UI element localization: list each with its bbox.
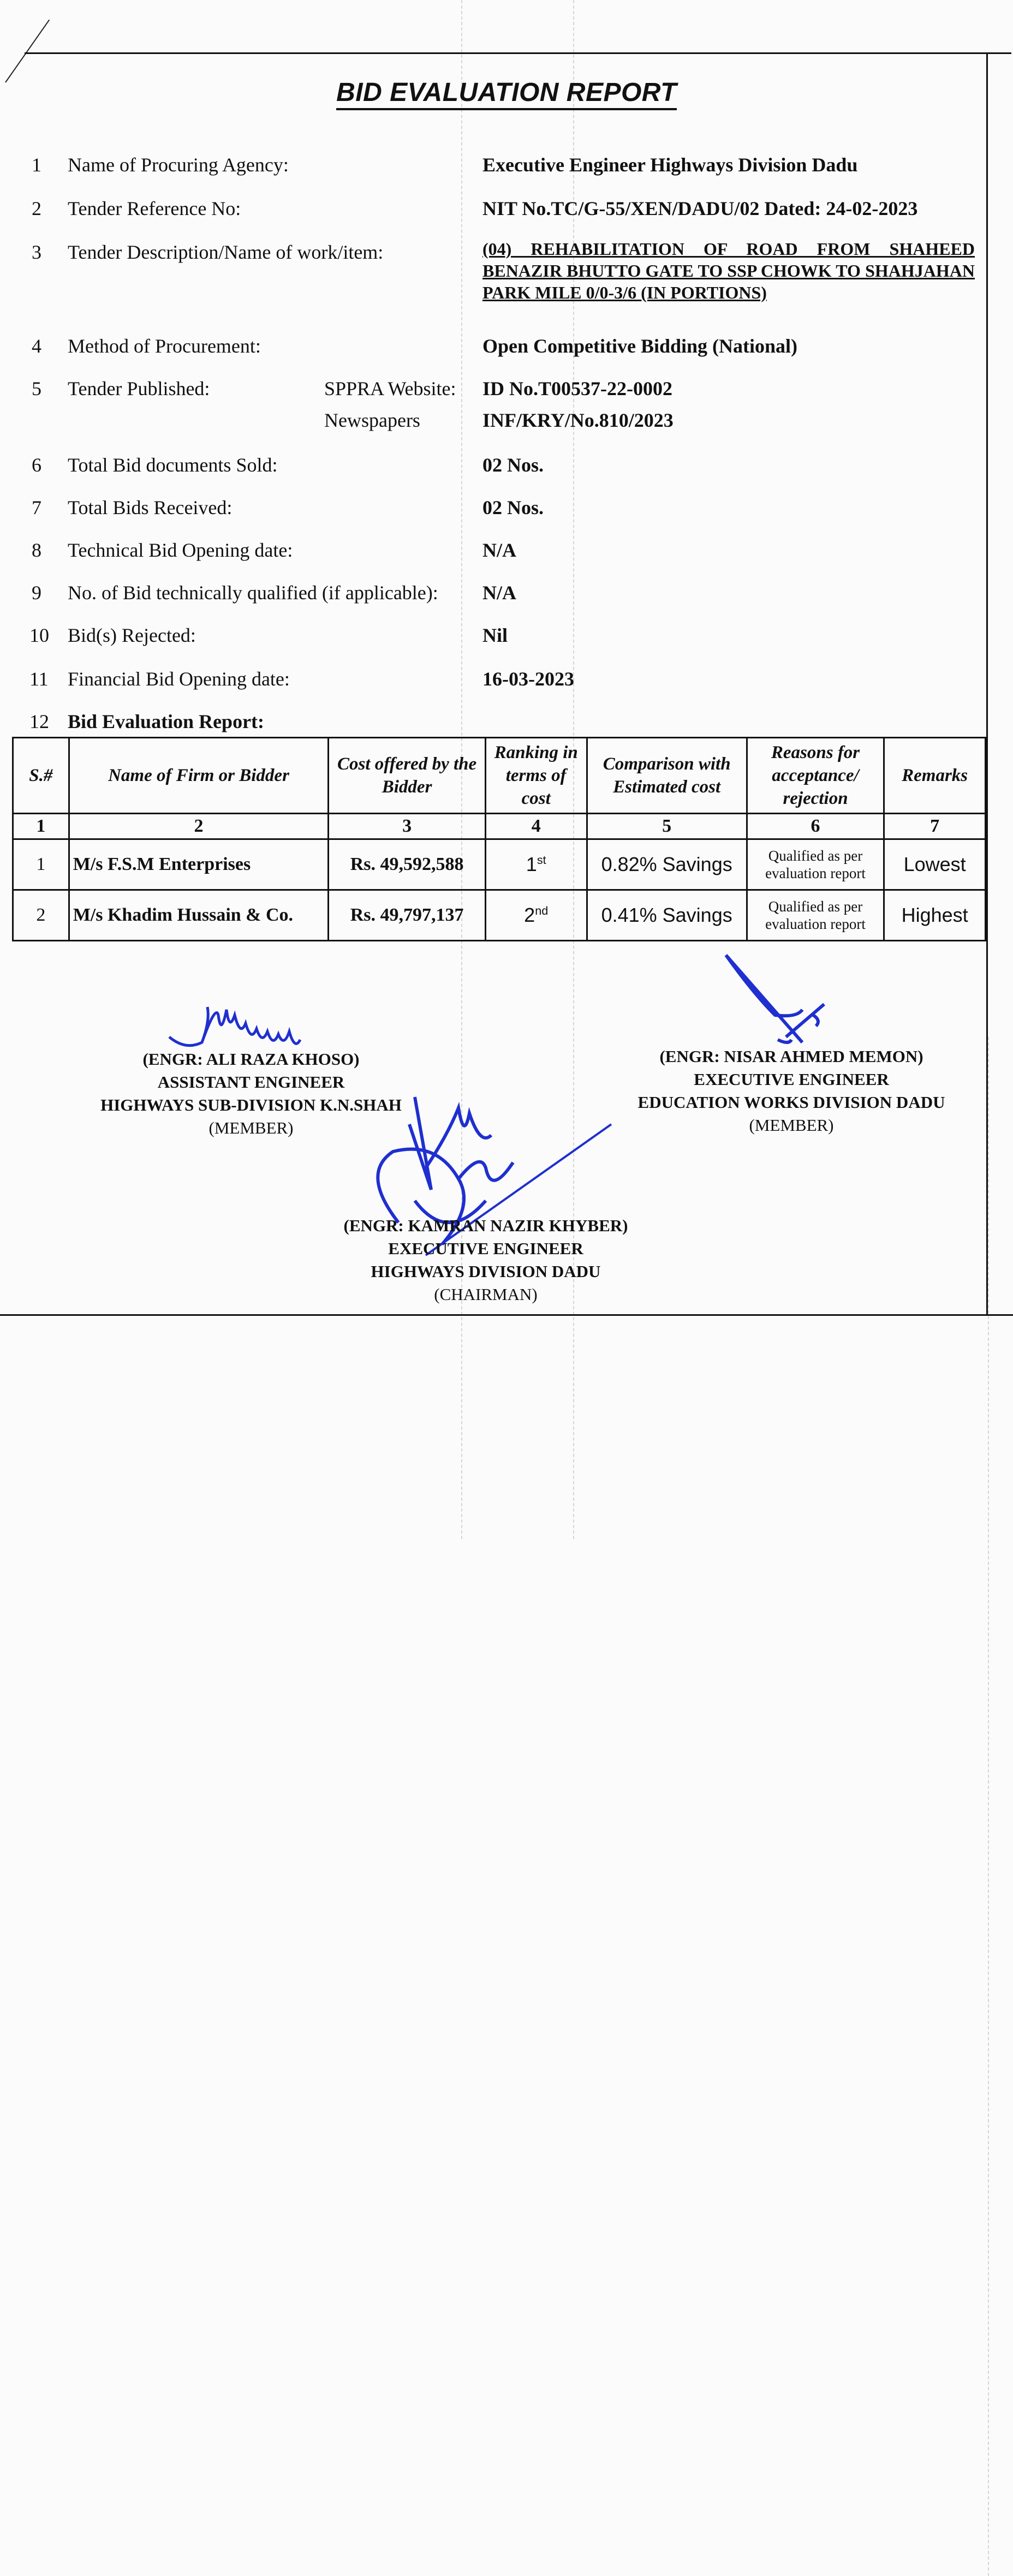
field-value: Open Competitive Bidding (National) — [482, 335, 798, 357]
remarks: Lowest — [884, 839, 986, 890]
page-corner-line — [5, 20, 50, 83]
column-number: 7 — [884, 814, 986, 839]
field-number: 7 — [32, 497, 41, 518]
field-value: N/A — [482, 539, 516, 561]
column-number: 5 — [587, 814, 747, 839]
table-row — [13, 890, 986, 941]
bid-evaluation-table — [12, 737, 986, 941]
signatory-designation: EXECUTIVE ENGINEER — [388, 1239, 583, 1258]
rank-number: 2 — [524, 904, 535, 926]
field-label: Tender Description/Name of work/item: — [68, 241, 384, 263]
signatory-designation: ASSISTANT ENGINEER — [157, 1072, 345, 1092]
signatory-role: (MEMBER) — [749, 1116, 834, 1135]
column-header: Reasons for acceptance/ rejection — [747, 738, 884, 814]
signature-mark — [715, 950, 846, 1048]
page-border-top — [25, 52, 1011, 54]
column-number: 2 — [69, 814, 329, 839]
field-number: 9 — [32, 582, 41, 604]
signatory-role: (MEMBER) — [208, 1118, 294, 1137]
field-value: Nil — [482, 624, 508, 646]
comparison-estimated: 0.82% Savings — [587, 839, 747, 890]
column-number-row — [13, 814, 986, 839]
signatory-block — [611, 1045, 972, 1137]
table-row — [13, 839, 986, 890]
signatory-designation: EXECUTIVE ENGINEER — [694, 1070, 889, 1089]
field-label: Tender Reference No: — [68, 198, 241, 219]
field-number: 10 — [29, 624, 49, 646]
field-label: Bid(s) Rejected: — [68, 624, 196, 646]
page-bottom-rule — [0, 1314, 1013, 1316]
cost-offered: Rs. 49,797,137 — [329, 890, 486, 941]
field-number: 2 — [32, 198, 41, 219]
ranking — [485, 890, 587, 941]
field-value: 16-03-2023 — [482, 668, 574, 690]
column-header: Comparison with Estimated cost — [587, 738, 747, 814]
field-label: Total Bids Received: — [68, 497, 233, 518]
field-number: 8 — [32, 539, 41, 561]
field-number: 4 — [32, 335, 41, 357]
column-number: 6 — [747, 814, 884, 839]
signatory-office: EDUCATION WORKS DIVISION DADU — [637, 1093, 945, 1112]
firm-name: M/s F.S.M Enterprises — [69, 839, 329, 890]
column-header: Remarks — [884, 738, 986, 814]
tender-description: (04) REHABILITATION OF ROAD FROM SHAHEED BENAZIR BHUTTO GATE TO SSP CHOWK TO SHAHJAHAN PARK MILE 0/0-3/6 (IN PORTIONS) — [482, 239, 975, 302]
remarks: Highest — [884, 890, 986, 941]
rank-suffix: nd — [535, 904, 549, 917]
field-number: 3 — [32, 241, 41, 263]
signatory-office: HIGHWAYS SUB-DIVISION K.N.SHAH — [100, 1095, 402, 1114]
signatory-name: (ENGR: ALI RAZA KHOSO) — [142, 1050, 360, 1069]
signatory-office: HIGHWAYS DIVISION DADU — [371, 1262, 601, 1281]
acceptance-reason: Qualified as per evaluation report — [747, 890, 884, 941]
field-label: Name of Procuring Agency: — [68, 154, 289, 176]
newspapers-label: Newspapers — [324, 409, 420, 431]
section-label: Bid Evaluation Report: — [68, 711, 265, 732]
field-number: 11 — [29, 668, 49, 690]
fold-line — [988, 1037, 989, 2576]
comparison-estimated: 0.41% Savings — [587, 890, 747, 941]
firm-name: M/s Khadim Hussain & Co. — [69, 890, 329, 941]
signatory-role: (CHAIRMAN) — [434, 1285, 538, 1304]
serial-number: 2 — [13, 890, 69, 941]
field-value: NIT No.TC/G-55/XEN/DADU/02 Dated: 24-02-2023 — [482, 198, 918, 219]
page-border-right — [986, 52, 988, 1314]
table-header-row — [13, 738, 986, 814]
field-value: 02 Nos. — [482, 497, 544, 518]
sppra-id-value: ID No.T00537-22-0002 — [482, 378, 672, 399]
document-title: BID EVALUATION REPORT — [0, 77, 1013, 108]
field-number: 6 — [32, 454, 41, 476]
field-number: 12 — [29, 711, 49, 732]
field-value: 02 Nos. — [482, 454, 544, 476]
signatory-block — [306, 1214, 666, 1306]
sppra-website-label: SPPRA Website: — [324, 378, 456, 399]
cost-offered: Rs. 49,592,588 — [329, 839, 486, 890]
ranking — [485, 839, 587, 890]
column-number: 4 — [485, 814, 587, 839]
field-label: Method of Procurement: — [68, 335, 261, 357]
signatory-name: (ENGR: KAMRAN NAZIR KHYBER) — [343, 1216, 628, 1235]
column-number: 1 — [13, 814, 69, 839]
field-number: 1 — [32, 154, 41, 176]
rank-number: 1 — [526, 853, 537, 875]
field-label: No. of Bid technically qualified (if applicable): — [68, 582, 438, 604]
field-label: Total Bid documents Sold: — [68, 454, 278, 476]
field-number: 5 — [32, 378, 41, 399]
signatory-name: (ENGR: NISAR AHMED MEMON) — [659, 1047, 923, 1066]
column-header: Name of Firm or Bidder — [69, 738, 329, 814]
field-label: Technical Bid Opening date: — [68, 539, 293, 561]
field-value: N/A — [482, 582, 516, 604]
field-value: Executive Engineer Highways Division Dadu — [482, 154, 858, 176]
field-label: Financial Bid Opening date: — [68, 668, 290, 690]
acceptance-reason: Qualified as per evaluation report — [747, 839, 884, 890]
column-number: 3 — [329, 814, 486, 839]
column-header: Cost offered by the Bidder — [329, 738, 486, 814]
column-header: Ranking in terms of cost — [485, 738, 587, 814]
serial-number: 1 — [13, 839, 69, 890]
signatory-block — [76, 1048, 426, 1140]
column-header: S.# — [13, 738, 69, 814]
rank-suffix: st — [537, 853, 546, 867]
field-label: Tender Published: — [68, 378, 210, 399]
newspapers-value: INF/KRY/No.810/2023 — [482, 409, 674, 431]
